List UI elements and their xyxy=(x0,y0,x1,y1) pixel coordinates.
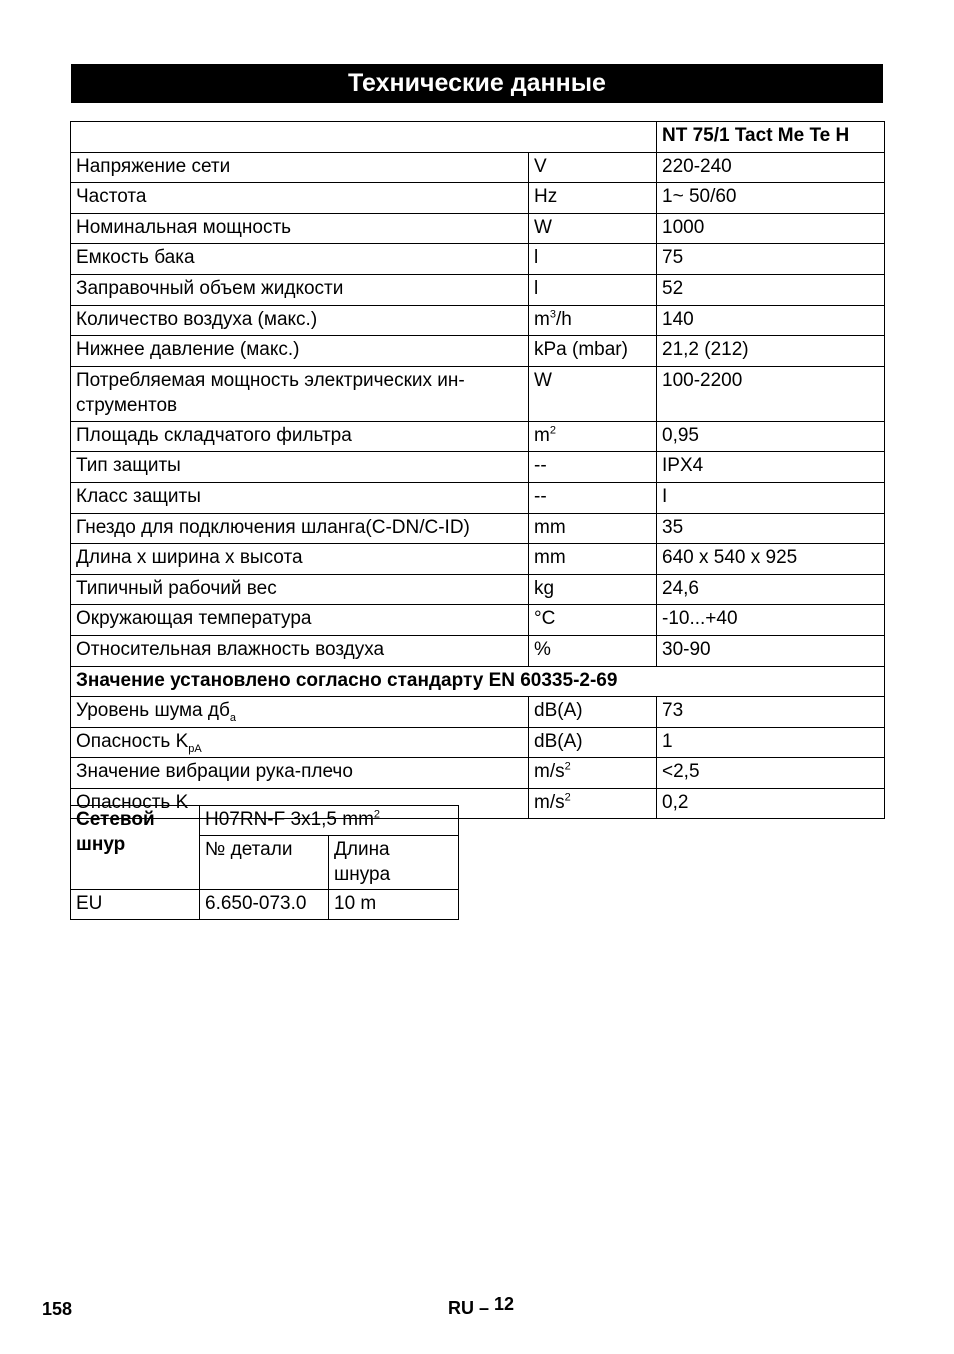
section-header-row xyxy=(71,666,885,697)
spec-label: Тип защиты xyxy=(71,452,529,483)
part-number-header: № детали xyxy=(200,836,329,890)
cord-header xyxy=(71,806,200,890)
spec-label: Емкость бака xyxy=(71,244,529,275)
page-title-text: Технические данные xyxy=(348,69,606,97)
spec-unit: -- xyxy=(529,452,657,483)
spec-unit: dB(A) xyxy=(529,727,657,758)
spec-label: Гнездо для подключения шланга(C-DN/C-ID) xyxy=(71,513,529,544)
spec-label: Опасность K xyxy=(71,788,529,819)
table-row xyxy=(71,890,459,920)
spec-label: Нижнее давление (макс.) xyxy=(71,336,529,367)
unit-base: m/s xyxy=(534,761,565,783)
table-row xyxy=(71,727,885,758)
spec-value: 30-90 xyxy=(657,635,885,666)
table-row xyxy=(71,421,885,452)
table-row xyxy=(71,274,885,305)
spec-label: Площадь складчатого фильтра xyxy=(71,421,529,452)
table-row xyxy=(71,213,885,244)
table-row xyxy=(71,697,885,728)
table-row xyxy=(71,513,885,544)
spec-unit: kg xyxy=(529,574,657,605)
spec-value: 24,6 xyxy=(657,574,885,605)
cord-length-header xyxy=(329,836,459,890)
spec-unit xyxy=(529,305,657,336)
spec-value: 100-2200 xyxy=(657,366,885,421)
spec-label: Частота xyxy=(71,183,529,214)
table-row xyxy=(71,336,885,367)
spec-unit xyxy=(529,758,657,789)
spec-unit: l xyxy=(529,244,657,275)
table-row xyxy=(71,544,885,575)
spec-value: 75 xyxy=(657,244,885,275)
spec-unit: W xyxy=(529,366,657,421)
table-row xyxy=(71,152,885,183)
unit-superscript: 2 xyxy=(564,760,571,773)
unit-base: m/s xyxy=(534,791,565,813)
spec-unit: -- xyxy=(529,482,657,513)
cord-length: 10 m xyxy=(329,890,459,920)
spec-label xyxy=(71,727,529,758)
spec-label: Значение вибрации рука-плечо xyxy=(71,758,529,789)
spec-value: IPX4 xyxy=(657,452,885,483)
spec-label-line1: Потребляемая мощность электрических ин- xyxy=(76,369,465,391)
table-row xyxy=(71,452,885,483)
spec-unit: V xyxy=(529,152,657,183)
spec-label: Окружающая температура xyxy=(71,605,529,636)
unit-superscript: 2 xyxy=(564,791,571,804)
spec-label: Номинальная мощность xyxy=(71,213,529,244)
spec-value: 73 xyxy=(657,697,885,728)
table-row xyxy=(71,183,885,214)
section-header: Значение установлено согласно стандарту EN 60335-2-69 xyxy=(71,666,885,697)
spec-unit: mm xyxy=(529,513,657,544)
table-header-row xyxy=(71,122,885,153)
spec-unit: kPa (mbar) xyxy=(529,336,657,367)
table-row xyxy=(71,366,885,421)
footer-dash: – xyxy=(479,1298,490,1318)
spec-unit: % xyxy=(529,635,657,666)
cord-type-base: H07RN-F 3x1,5 mm xyxy=(205,809,374,830)
cord-region: EU xyxy=(71,890,200,920)
table-row xyxy=(71,574,885,605)
label-base: Опасность K xyxy=(76,730,189,752)
spec-unit xyxy=(529,788,657,819)
spec-value: 640 x 540 x 925 xyxy=(657,544,885,575)
spec-unit: °C xyxy=(529,605,657,636)
spec-value: -10...+40 xyxy=(657,605,885,636)
spec-label: Относительная влажность воздуха xyxy=(71,635,529,666)
spec-value: 1000 xyxy=(657,213,885,244)
label-subscript: a xyxy=(229,711,236,724)
table-row xyxy=(71,635,885,666)
specs-table xyxy=(70,121,885,819)
spec-label-line2: струментов xyxy=(76,394,178,416)
spec-label: Заправочный объем жидкости xyxy=(71,274,529,305)
cord-type-row xyxy=(71,806,459,836)
unit-base: m xyxy=(534,308,550,330)
spec-label: Количество воздуха (макс.) xyxy=(71,305,529,336)
spec-value: <2,5 xyxy=(657,758,885,789)
unit-base: m xyxy=(534,424,550,446)
spec-value: 0,2 xyxy=(657,788,885,819)
spec-value: 0,95 xyxy=(657,421,885,452)
spec-value: 1 xyxy=(657,727,885,758)
power-cord-table xyxy=(70,805,459,920)
spec-unit xyxy=(529,421,657,452)
table-row xyxy=(71,758,885,789)
spec-label: Класс защиты xyxy=(71,482,529,513)
spec-unit: dB(A) xyxy=(529,697,657,728)
page-title xyxy=(71,64,883,103)
cord-header-line2: шнур xyxy=(76,834,126,855)
footer-lang: RU xyxy=(448,1298,474,1318)
page-number: 158 xyxy=(42,1299,73,1319)
unit-tail: /h xyxy=(555,308,572,330)
spec-value: 21,2 (212) xyxy=(657,336,885,367)
label-base: Уровень шума дб xyxy=(76,700,230,722)
header-empty-cell xyxy=(71,122,657,153)
unit-superscript: 2 xyxy=(549,424,556,437)
cord-type xyxy=(200,806,459,836)
footer-section-page: 12 xyxy=(494,1294,515,1314)
spec-label xyxy=(71,697,529,728)
model-name: NT 75/1 Tact Me Te H xyxy=(657,122,885,153)
cord-type-superscript: 2 xyxy=(373,808,381,821)
spec-unit: l xyxy=(529,274,657,305)
unit-superscript: 3 xyxy=(549,308,556,321)
spec-label xyxy=(71,366,529,421)
label-subscript: pA xyxy=(188,742,202,755)
footer-section-label xyxy=(448,1294,515,1319)
cord-length-header-line2: шнура xyxy=(334,864,391,885)
spec-label: Типичный рабочий вес xyxy=(71,574,529,605)
table-row xyxy=(71,305,885,336)
spec-value: 52 xyxy=(657,274,885,305)
spec-unit: mm xyxy=(529,544,657,575)
spec-value: I xyxy=(657,482,885,513)
cord-length-header-line1: Длина xyxy=(334,839,390,860)
table-row xyxy=(71,482,885,513)
spec-value: 1~ 50/60 xyxy=(657,183,885,214)
spec-label: Длина x ширина x высота xyxy=(71,544,529,575)
table-row xyxy=(71,605,885,636)
cord-part-number: 6.650-073.0 xyxy=(200,890,329,920)
spec-value: 140 xyxy=(657,305,885,336)
spec-unit: W xyxy=(529,213,657,244)
spec-value: 220-240 xyxy=(657,152,885,183)
cord-header-line1: Сетевой xyxy=(76,809,155,830)
spec-label: Напряжение сети xyxy=(71,152,529,183)
table-row xyxy=(71,244,885,275)
spec-value: 35 xyxy=(657,513,885,544)
spec-unit: Hz xyxy=(529,183,657,214)
